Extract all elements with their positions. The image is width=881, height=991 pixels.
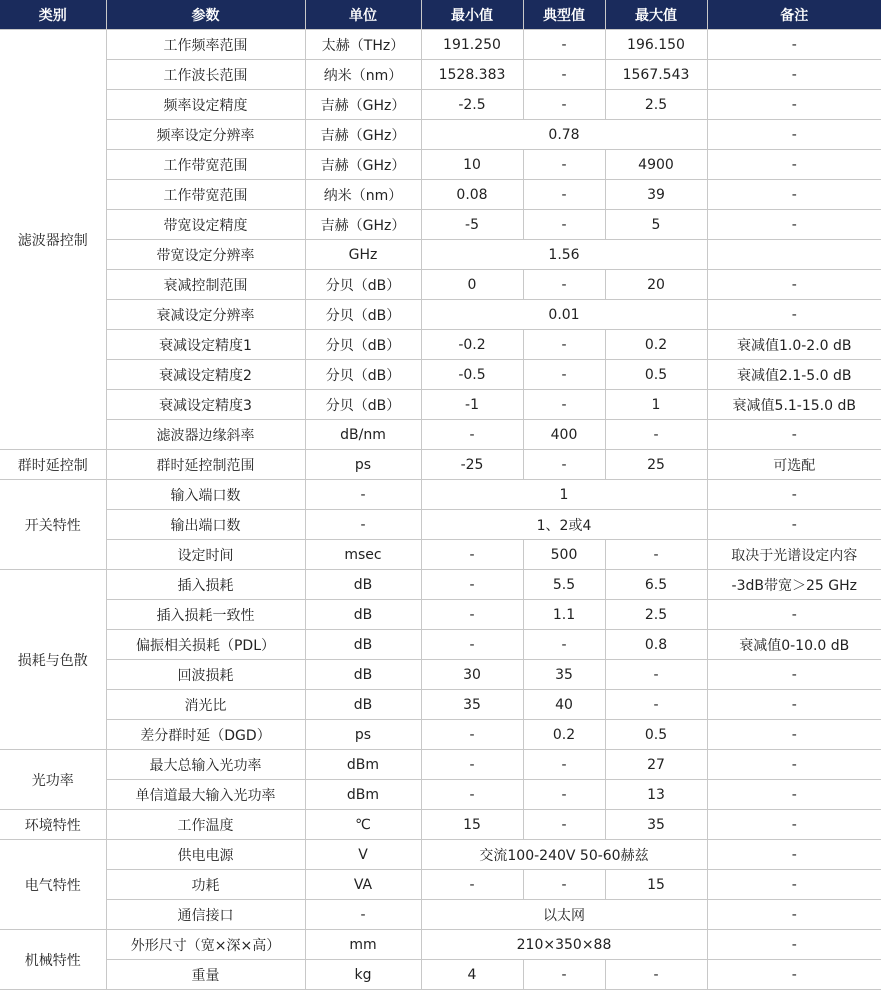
- table-row: [0, 60, 881, 90]
- param-cell: 输入端口数: [106, 480, 305, 510]
- table-row: [0, 540, 881, 570]
- table-row: [0, 600, 881, 630]
- max-cell: 4900: [605, 150, 707, 180]
- unit-cell: -: [305, 900, 421, 930]
- unit-cell: 太赫（THz）: [305, 30, 421, 60]
- param-cell: 差分群时延（DGD）: [106, 720, 305, 750]
- max-cell: 15: [605, 870, 707, 900]
- param-cell: 工作带宽范围: [106, 150, 305, 180]
- min-cell: -: [421, 630, 523, 660]
- spec-table-body: [0, 30, 881, 990]
- table-row: [0, 420, 881, 450]
- param-cell: 工作温度: [106, 810, 305, 840]
- param-cell: 频率设定精度: [106, 90, 305, 120]
- category-cell: 损耗与色散: [0, 570, 106, 750]
- table-row: [0, 630, 881, 660]
- note-cell: -: [707, 270, 881, 300]
- typ-cell: 400: [523, 420, 605, 450]
- min-cell: -: [421, 720, 523, 750]
- note-cell: -: [707, 180, 881, 210]
- note-cell: -: [707, 510, 881, 540]
- param-cell: 通信接口: [106, 900, 305, 930]
- min-cell: -2.5: [421, 90, 523, 120]
- unit-cell: dB: [305, 660, 421, 690]
- note-cell: 衰减值5.1-15.0 dB: [707, 390, 881, 420]
- unit-cell: 吉赫（GHz）: [305, 150, 421, 180]
- unit-cell: 分贝（dB）: [305, 300, 421, 330]
- unit-cell: ps: [305, 720, 421, 750]
- min-cell: 191.250: [421, 30, 523, 60]
- typ-cell: 5.5: [523, 570, 605, 600]
- param-cell: 频率设定分辨率: [106, 120, 305, 150]
- unit-cell: ℃: [305, 810, 421, 840]
- min-cell: 30: [421, 660, 523, 690]
- param-cell: 功耗: [106, 870, 305, 900]
- typ-cell: -: [523, 150, 605, 180]
- param-cell: 插入损耗: [106, 570, 305, 600]
- table-row: [0, 960, 881, 990]
- unit-cell: 吉赫（GHz）: [305, 120, 421, 150]
- param-cell: 单信道最大输入光功率: [106, 780, 305, 810]
- typ-cell: -: [523, 390, 605, 420]
- unit-cell: dB: [305, 630, 421, 660]
- table-row: [0, 750, 881, 780]
- category-cell: 开关特性: [0, 480, 106, 570]
- category-cell: 群时延控制: [0, 450, 106, 480]
- note-cell: -3dB带宽＞25 GHz: [707, 570, 881, 600]
- header-note: 备注: [707, 0, 881, 30]
- max-cell: -: [605, 660, 707, 690]
- min-cell: -: [421, 420, 523, 450]
- header-max: 最大值: [605, 0, 707, 30]
- max-cell: 0.5: [605, 720, 707, 750]
- value-merged-cell: 1.56: [421, 240, 707, 270]
- unit-cell: kg: [305, 960, 421, 990]
- note-cell: -: [707, 30, 881, 60]
- param-cell: 供电电源: [106, 840, 305, 870]
- note-cell: 衰减值1.0-2.0 dB: [707, 330, 881, 360]
- min-cell: 4: [421, 960, 523, 990]
- typ-cell: 35: [523, 660, 605, 690]
- min-cell: 10: [421, 150, 523, 180]
- note-cell: 可选配: [707, 450, 881, 480]
- table-row: [0, 930, 881, 960]
- table-row: [0, 570, 881, 600]
- table-row: [0, 390, 881, 420]
- note-cell: -: [707, 900, 881, 930]
- note-cell: -: [707, 300, 881, 330]
- typ-cell: -: [523, 960, 605, 990]
- note-cell: -: [707, 420, 881, 450]
- note-cell: -: [707, 60, 881, 90]
- table-row: [0, 510, 881, 540]
- note-cell: -: [707, 870, 881, 900]
- param-cell: 工作频率范围: [106, 30, 305, 60]
- note-cell: -: [707, 780, 881, 810]
- param-cell: 群时延控制范围: [106, 450, 305, 480]
- note-cell: -: [707, 690, 881, 720]
- note-cell: -: [707, 90, 881, 120]
- table-row: [0, 180, 881, 210]
- table-row: [0, 240, 881, 270]
- value-merged-cell: 0.78: [421, 120, 707, 150]
- min-cell: -5: [421, 210, 523, 240]
- param-cell: 工作波长范围: [106, 60, 305, 90]
- min-cell: -: [421, 780, 523, 810]
- typ-cell: -: [523, 60, 605, 90]
- note-cell: -: [707, 750, 881, 780]
- typ-cell: -: [523, 750, 605, 780]
- note-cell: -: [707, 150, 881, 180]
- header-param: 参数: [106, 0, 305, 30]
- unit-cell: 纳米（nm）: [305, 60, 421, 90]
- max-cell: -: [605, 690, 707, 720]
- max-cell: 1: [605, 390, 707, 420]
- min-cell: -: [421, 600, 523, 630]
- table-row: [0, 30, 881, 60]
- note-cell: 取决于光谱设定内容: [707, 540, 881, 570]
- table-row: [0, 900, 881, 930]
- unit-cell: V: [305, 840, 421, 870]
- typ-cell: -: [523, 780, 605, 810]
- typ-cell: -: [523, 360, 605, 390]
- min-cell: -25: [421, 450, 523, 480]
- min-cell: 0.08: [421, 180, 523, 210]
- param-cell: 衰减设定精度3: [106, 390, 305, 420]
- max-cell: 35: [605, 810, 707, 840]
- table-row: [0, 210, 881, 240]
- value-merged-cell: 交流100-240V 50-60赫兹: [421, 840, 707, 870]
- category-cell: 电气特性: [0, 840, 106, 930]
- param-cell: 消光比: [106, 690, 305, 720]
- table-row: [0, 270, 881, 300]
- min-cell: 0: [421, 270, 523, 300]
- unit-cell: dB/nm: [305, 420, 421, 450]
- table-row: [0, 480, 881, 510]
- param-cell: 外形尺寸（宽×深×高）: [106, 930, 305, 960]
- typ-cell: -: [523, 180, 605, 210]
- typ-cell: -: [523, 330, 605, 360]
- typ-cell: -: [523, 630, 605, 660]
- unit-cell: VA: [305, 870, 421, 900]
- unit-cell: dB: [305, 570, 421, 600]
- note-cell: -: [707, 930, 881, 960]
- min-cell: 15: [421, 810, 523, 840]
- unit-cell: 分贝（dB）: [305, 390, 421, 420]
- typ-cell: -: [523, 30, 605, 60]
- param-cell: 最大总输入光功率: [106, 750, 305, 780]
- param-cell: 回波损耗: [106, 660, 305, 690]
- max-cell: 1567.543: [605, 60, 707, 90]
- min-cell: -: [421, 570, 523, 600]
- param-cell: 带宽设定分辨率: [106, 240, 305, 270]
- category-cell: 环境特性: [0, 810, 106, 840]
- value-merged-cell: 以太网: [421, 900, 707, 930]
- note-cell: [707, 240, 881, 270]
- table-row: [0, 120, 881, 150]
- typ-cell: -: [523, 450, 605, 480]
- unit-cell: mm: [305, 930, 421, 960]
- value-merged-cell: 0.01: [421, 300, 707, 330]
- note-cell: -: [707, 210, 881, 240]
- min-cell: -0.2: [421, 330, 523, 360]
- note-cell: -: [707, 720, 881, 750]
- max-cell: 39: [605, 180, 707, 210]
- value-merged-cell: 1: [421, 480, 707, 510]
- table-row: [0, 150, 881, 180]
- unit-cell: dB: [305, 690, 421, 720]
- param-cell: 输出端口数: [106, 510, 305, 540]
- category-cell: 滤波器控制: [0, 30, 106, 450]
- min-cell: -0.5: [421, 360, 523, 390]
- typ-cell: 1.1: [523, 600, 605, 630]
- header-unit: 单位: [305, 0, 421, 30]
- typ-cell: 500: [523, 540, 605, 570]
- table-row: [0, 810, 881, 840]
- max-cell: 27: [605, 750, 707, 780]
- typ-cell: -: [523, 90, 605, 120]
- max-cell: 2.5: [605, 600, 707, 630]
- category-cell: 光功率: [0, 750, 106, 810]
- header-min: 最小值: [421, 0, 523, 30]
- min-cell: 1528.383: [421, 60, 523, 90]
- max-cell: 20: [605, 270, 707, 300]
- max-cell: 13: [605, 780, 707, 810]
- min-cell: -: [421, 750, 523, 780]
- table-row: [0, 840, 881, 870]
- typ-cell: 40: [523, 690, 605, 720]
- param-cell: 带宽设定精度: [106, 210, 305, 240]
- param-cell: 滤波器边缘斜率: [106, 420, 305, 450]
- max-cell: 0.5: [605, 360, 707, 390]
- table-row: [0, 780, 881, 810]
- max-cell: -: [605, 540, 707, 570]
- value-merged-cell: 1、2或4: [421, 510, 707, 540]
- unit-cell: dBm: [305, 750, 421, 780]
- typ-cell: -: [523, 270, 605, 300]
- unit-cell: dB: [305, 600, 421, 630]
- typ-cell: 0.2: [523, 720, 605, 750]
- max-cell: 0.8: [605, 630, 707, 660]
- param-cell: 重量: [106, 960, 305, 990]
- unit-cell: 分贝（dB）: [305, 270, 421, 300]
- note-cell: -: [707, 660, 881, 690]
- min-cell: -1: [421, 390, 523, 420]
- typ-cell: -: [523, 870, 605, 900]
- note-cell: -: [707, 600, 881, 630]
- unit-cell: msec: [305, 540, 421, 570]
- unit-cell: 吉赫（GHz）: [305, 210, 421, 240]
- note-cell: -: [707, 120, 881, 150]
- param-cell: 衰减设定分辨率: [106, 300, 305, 330]
- max-cell: 6.5: [605, 570, 707, 600]
- header-typ: 典型值: [523, 0, 605, 30]
- table-row: [0, 660, 881, 690]
- min-cell: 35: [421, 690, 523, 720]
- table-row: [0, 450, 881, 480]
- param-cell: 插入损耗一致性: [106, 600, 305, 630]
- table-row: [0, 300, 881, 330]
- min-cell: -: [421, 870, 523, 900]
- param-cell: 衰减设定精度1: [106, 330, 305, 360]
- note-cell: 衰减值0-10.0 dB: [707, 630, 881, 660]
- typ-cell: -: [523, 810, 605, 840]
- header-category: 类别: [0, 0, 106, 30]
- table-row: [0, 870, 881, 900]
- param-cell: 衰减设定精度2: [106, 360, 305, 390]
- note-cell: -: [707, 960, 881, 990]
- unit-cell: -: [305, 480, 421, 510]
- param-cell: 工作带宽范围: [106, 180, 305, 210]
- min-cell: -: [421, 540, 523, 570]
- param-cell: 设定时间: [106, 540, 305, 570]
- param-cell: 偏振相关损耗（PDL）: [106, 630, 305, 660]
- max-cell: 0.2: [605, 330, 707, 360]
- max-cell: -: [605, 420, 707, 450]
- header-row: [0, 0, 881, 30]
- max-cell: 5: [605, 210, 707, 240]
- max-cell: -: [605, 960, 707, 990]
- unit-cell: -: [305, 510, 421, 540]
- table-row: [0, 690, 881, 720]
- max-cell: 25: [605, 450, 707, 480]
- value-merged-cell: 210×350×88: [421, 930, 707, 960]
- note-cell: 衰减值2.1-5.0 dB: [707, 360, 881, 390]
- table-row: [0, 90, 881, 120]
- unit-cell: 分贝（dB）: [305, 330, 421, 360]
- param-cell: 衰减控制范围: [106, 270, 305, 300]
- note-cell: -: [707, 480, 881, 510]
- unit-cell: ps: [305, 450, 421, 480]
- table-row: [0, 330, 881, 360]
- table-row: [0, 360, 881, 390]
- note-cell: -: [707, 840, 881, 870]
- max-cell: 2.5: [605, 90, 707, 120]
- unit-cell: dBm: [305, 780, 421, 810]
- unit-cell: 分贝（dB）: [305, 360, 421, 390]
- unit-cell: GHz: [305, 240, 421, 270]
- max-cell: 196.150: [605, 30, 707, 60]
- unit-cell: 纳米（nm）: [305, 180, 421, 210]
- note-cell: -: [707, 810, 881, 840]
- typ-cell: -: [523, 210, 605, 240]
- unit-cell: 吉赫（GHz）: [305, 90, 421, 120]
- table-row: [0, 720, 881, 750]
- category-cell: 机械特性: [0, 930, 106, 990]
